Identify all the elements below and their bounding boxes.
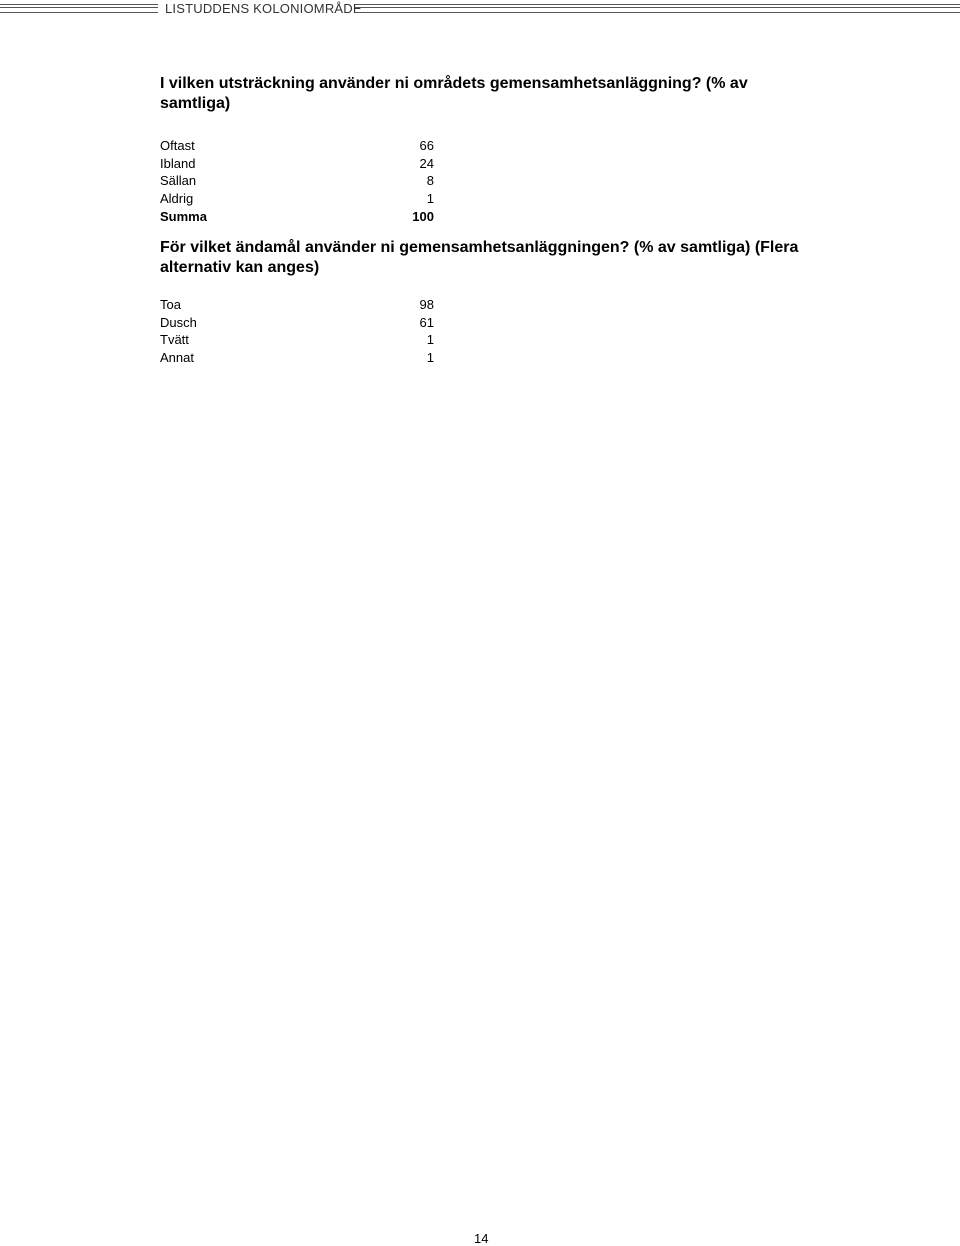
row-label: Annat: [160, 350, 194, 366]
page-header: [0, 0, 960, 20]
row-value: 24: [419, 155, 434, 171]
header-title: LISTUDDENS KOLONIOMRÅDE: [165, 1, 362, 16]
table-row: [160, 331, 434, 349]
row-label: Dusch: [160, 314, 197, 330]
header-rule-left: [0, 4, 158, 13]
row-value: 61: [419, 314, 434, 330]
usage-purpose-table: [160, 296, 434, 367]
row-label: Tvätt: [160, 332, 189, 348]
row-label: Ibland: [160, 155, 196, 171]
page-number: 14: [474, 1231, 489, 1246]
total-value: 100: [412, 208, 434, 224]
usage-frequency-table: [160, 137, 434, 226]
table-row: [160, 296, 434, 314]
table-row: [160, 155, 434, 173]
header-rule-right: [355, 4, 960, 13]
table-row: [160, 190, 434, 208]
row-value: 8: [426, 173, 434, 189]
table-row: [160, 314, 434, 332]
section-heading: För vilket ändamål använder ni gemensamhetsanläggningen? (% av samtliga) (Flera alternativ kan anges): [160, 239, 799, 276]
table-row: [160, 349, 434, 367]
table-row: [160, 172, 434, 190]
usage-purpose-section: [160, 238, 800, 367]
usage-frequency-section: [160, 74, 800, 226]
row-label: Toa: [160, 297, 181, 312]
row-value: 98: [419, 297, 434, 312]
table-row: [160, 137, 434, 155]
row-label: Aldrig: [160, 191, 194, 207]
section-heading: I vilken utsträckning använder ni områdets gemensamhetsanläggning? (% av samtliga): [160, 75, 748, 112]
row-label: Oftast: [160, 138, 195, 153]
total-row: [160, 208, 434, 226]
row-value: 1: [426, 191, 434, 207]
total-label: Summa: [160, 208, 207, 224]
row-value: 1: [426, 350, 434, 366]
row-value: 1: [426, 332, 434, 348]
row-label: Sällan: [160, 173, 197, 189]
row-value: 66: [419, 138, 434, 153]
